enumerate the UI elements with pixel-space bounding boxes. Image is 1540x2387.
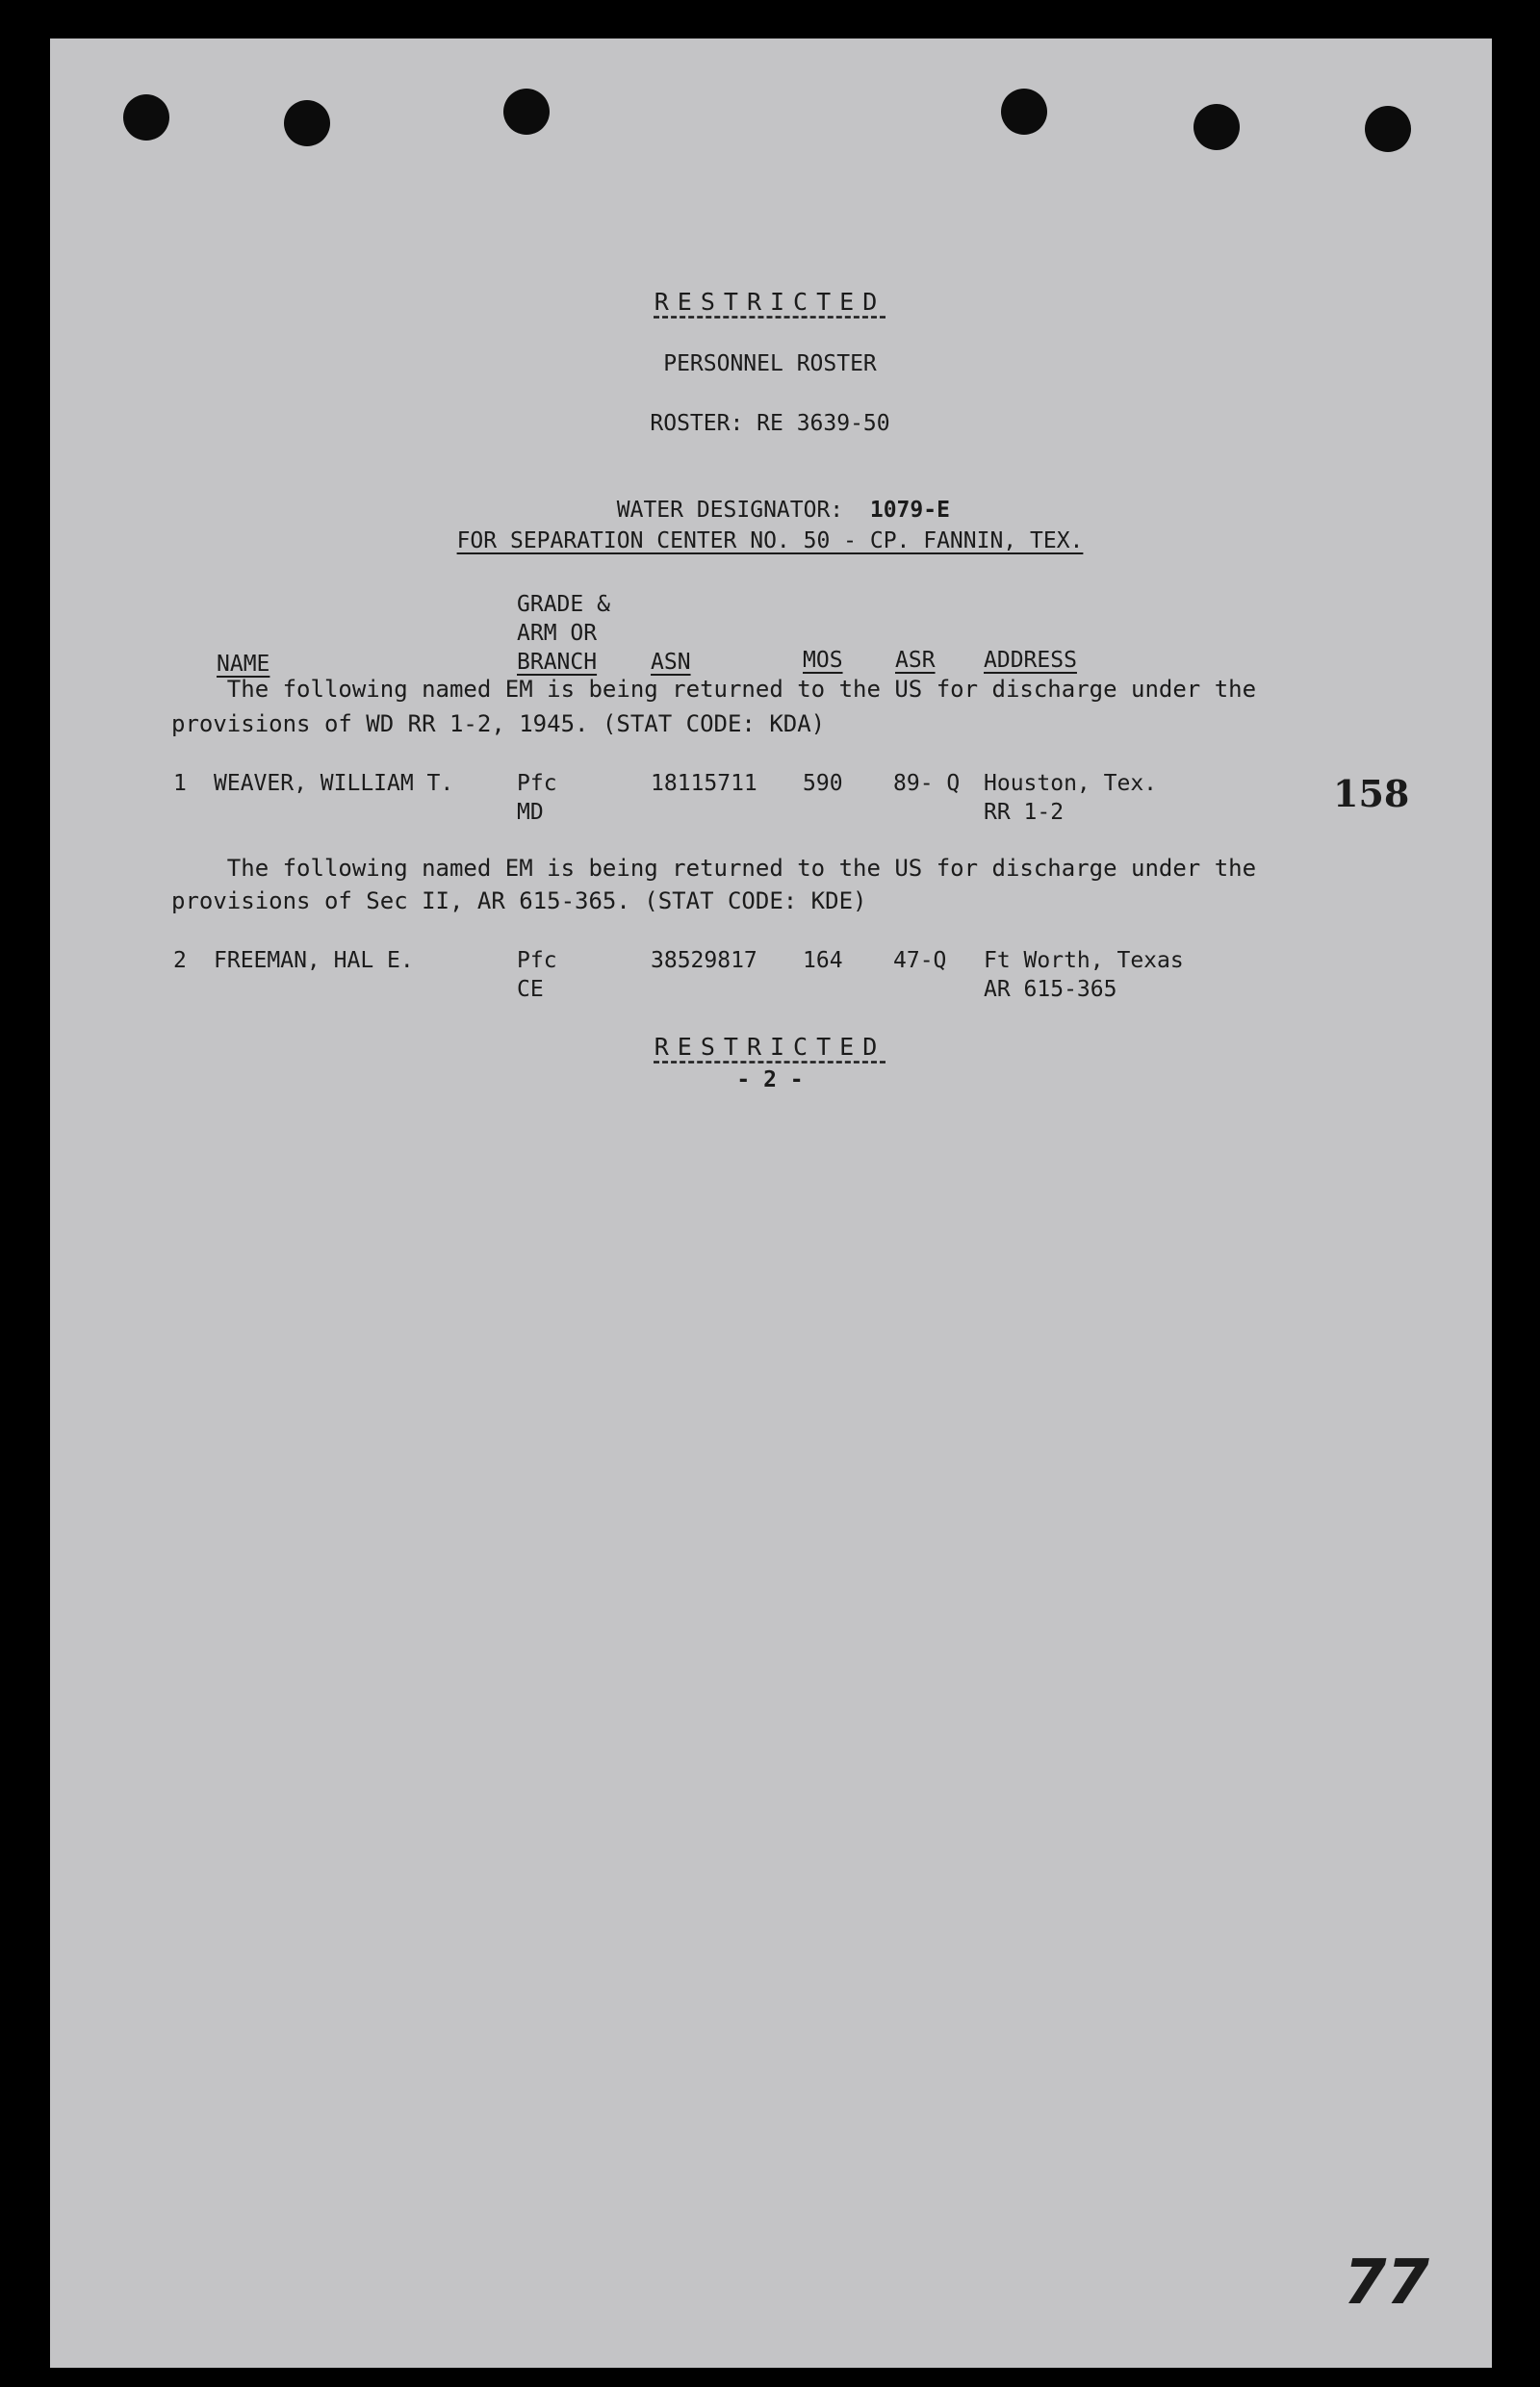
col-grade-line1: GRADE &	[517, 592, 610, 617]
restricted-header: RESTRICTED	[654, 288, 886, 316]
water-designator-label: WATER DESIGNATOR:	[616, 498, 844, 523]
margin-number: 158	[1333, 772, 1410, 815]
entry-grade: Pfc	[517, 948, 557, 973]
handwritten-page-number: 77	[1344, 2247, 1430, 2319]
entry-branch: MD	[517, 800, 544, 825]
col-grade-line2: ARM OR	[517, 621, 598, 646]
entry-asn: 38529817	[651, 948, 757, 973]
punch-hole	[1365, 106, 1411, 152]
col-mos: MOS	[803, 648, 843, 673]
punch-hole	[1194, 104, 1240, 150]
section2-text-line1: The following named EM is being returned to the US for discharge under the	[171, 855, 1257, 882]
section2-text-line2: provisions of Sec II, AR 615-365. (STAT CODE: KDE)	[171, 887, 867, 914]
entry-number: 2	[173, 948, 187, 973]
entry-address-line2: RR 1-2	[984, 800, 1065, 825]
restricted-footer: RESTRICTED	[654, 1033, 886, 1061]
punch-hole	[123, 94, 169, 141]
entry-asr: 47-Q	[893, 948, 947, 973]
separation-center: FOR SEPARATION CENTER NO. 50 - CP. FANNIN, TEX.	[456, 528, 1084, 553]
entry-mos: 590	[803, 771, 843, 796]
section1-text-line1: The following named EM is being returned to the US for discharge under the	[171, 676, 1257, 703]
col-name: NAME	[217, 652, 270, 677]
entry-address-line1: Ft Worth, Texas	[984, 948, 1184, 973]
entry-name: FREEMAN, HAL E.	[214, 948, 414, 973]
entry-grade: Pfc	[517, 771, 557, 796]
roster-title: PERSONNEL ROSTER	[663, 351, 877, 376]
entry-address-line2: AR 615-365	[984, 977, 1117, 1002]
entry-asn: 18115711	[651, 771, 757, 796]
entry-address-line1: Houston, Tex.	[984, 771, 1158, 796]
punch-hole	[503, 89, 550, 135]
document-page	[50, 38, 1492, 2368]
punch-hole	[284, 100, 330, 146]
entry-name: WEAVER, WILLIAM T.	[214, 771, 454, 796]
section1-text-line2: provisions of WD RR 1-2, 1945. (STAT CODE: KDA)	[171, 710, 826, 737]
entry-asr: 89- Q	[893, 771, 961, 796]
col-asn: ASN	[651, 650, 691, 675]
entry-mos: 164	[803, 948, 843, 973]
page-number: - 2 -	[736, 1067, 804, 1092]
col-address: ADDRESS	[984, 648, 1077, 673]
punch-hole	[1001, 89, 1047, 135]
water-designator	[0, 470, 1540, 524]
water-designator-value: 1079-E	[869, 498, 950, 523]
entry-number: 1	[173, 771, 187, 796]
col-grade-line3: BRANCH	[517, 650, 598, 675]
entry-branch: CE	[517, 977, 544, 1002]
roster-number: ROSTER: RE 3639-50	[650, 411, 890, 436]
col-asr: ASR	[895, 648, 936, 673]
